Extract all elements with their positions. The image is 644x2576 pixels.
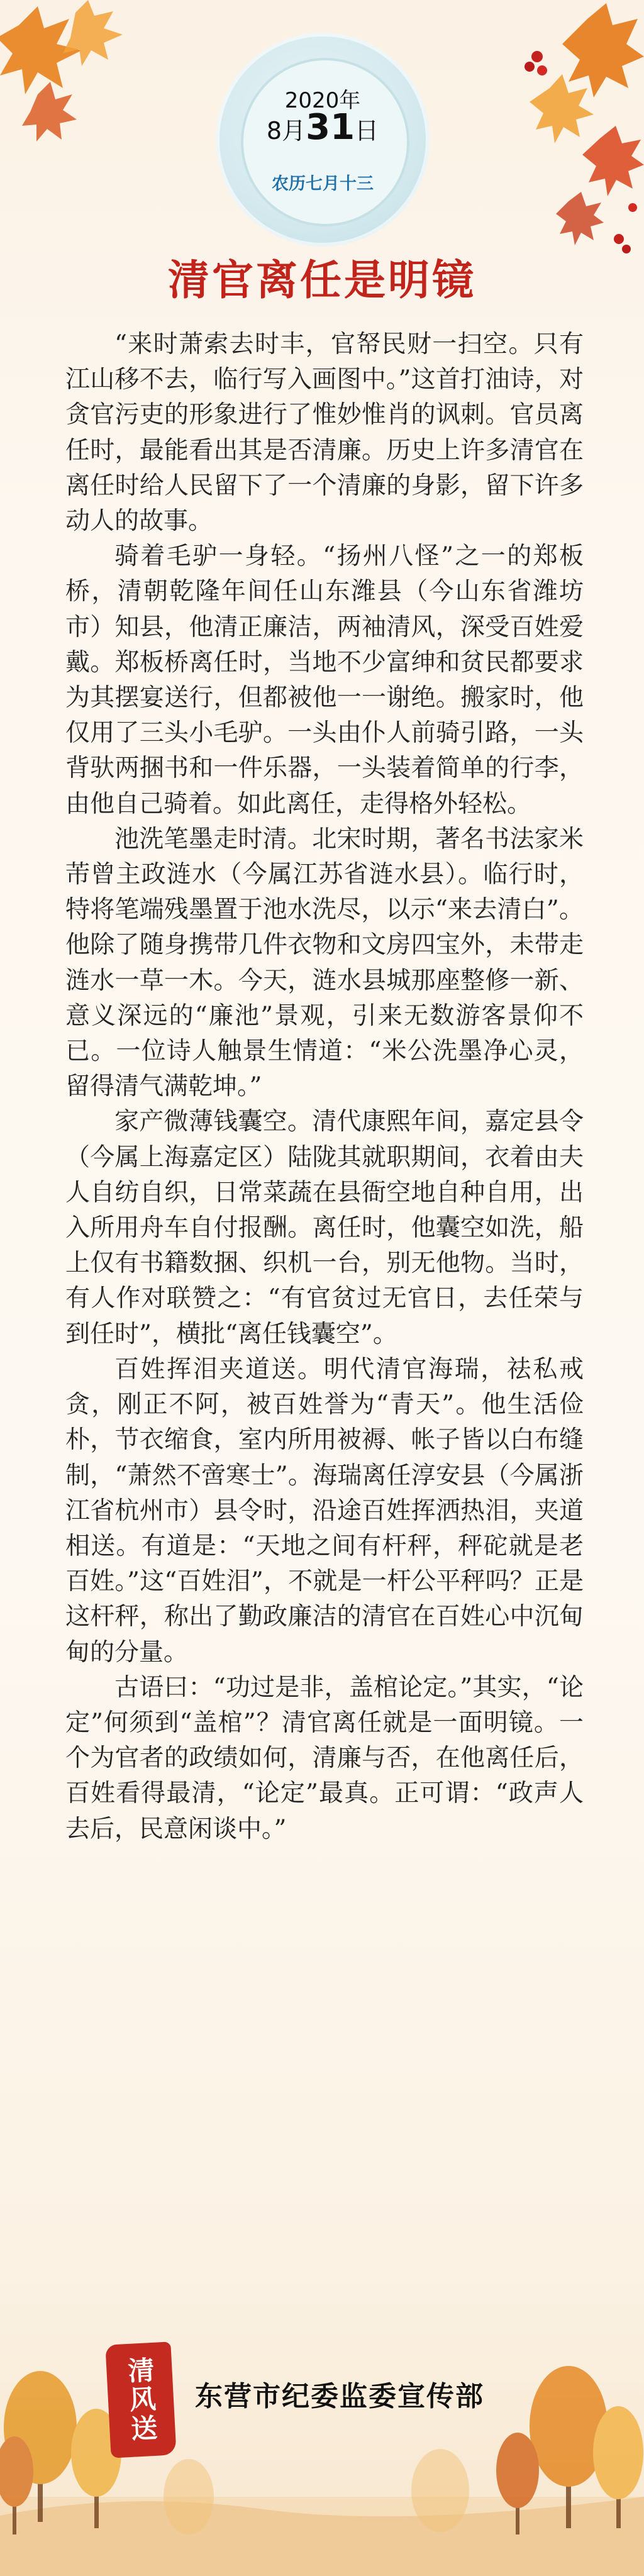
lunar-date: 农历七月十三 — [272, 174, 374, 194]
date-month: 8月 — [266, 117, 306, 145]
date-year: 2020年 — [284, 88, 361, 113]
date-day-number: 31 — [306, 107, 355, 148]
page-title: 清官离任是明镜 — [168, 256, 476, 304]
maple-leaves-icon — [493, 0, 644, 289]
footer-organization: 东营市纪委监委宣传部 — [195, 2380, 484, 2412]
date-badge — [216, 33, 430, 247]
seal-logo: 清风送 — [105, 2341, 176, 2458]
date-day-suffix: 日 — [355, 117, 379, 145]
paragraph-hai-rui: 百姓挥泪夹道送。明代清官海瑞，祛私戒贪，刚正不阿，被百姓誉为“青天”。他生活俭朴，节衣缩食，室内所用被褥、帐子皆以白布缝制，“萧然不啻寒士”。海瑞离任淳安县（今属浙江省杭州市）县令时，沿途百姓挥洒热泪，夹道相送。有道是：“天地之间有杆秤，秤砣就是老百姓。”这“百姓泪”，不就是一杆公平秤吗？正是这杆秤，称出了勤政廉洁的清官在百姓心中沉甸甸的分量。 — [65, 1355, 584, 1667]
paragraph-conclusion: 古语曰：“功过是非，盖棺论定。”其实，“论定”何须到“盖棺”？清官离任就是一面明镜。一个为官者的政绩如何，清廉与否，在他离任后，百姓看得最清，“论定”最真。正可谓：“政声人去后，民意闲谈中。” — [65, 1673, 584, 1843]
date-month-day — [216, 107, 430, 148]
paragraph-mi-fu: 池洗笔墨走时清。北宋时期，著名书法家米芾曾主政涟水（今属江苏省涟水县）。临行时，特将笔端残墨置于池水洗尽，以示“来去清白”。他除了随身携带几件衣物和文房四宝外，未带走涟水一草一木。今天，涟水县城那座整修一新、意义深远的“廉池”景观，引来无数游客景仰不已。一位诗人触景生情道：“米公洗墨净心灵，留得清气满乾坤。” — [65, 824, 584, 1101]
paragraph-intro: “来时萧索去时丰，官帑民财一扫空。只有江山移不去，临行写入画图中。”这首打油诗，对贪官污吏的形象进行了惟妙惟肖的讽刺。官员离任时，最能看出其是否清廉。历史上许多清官在离任时给人民留下了一个清廉的身影，留下许多动人的故事。 — [65, 330, 584, 536]
paragraph-lu-longqi: 家产微薄钱囊空。清代康熙年间，嘉定县令（今属上海嘉定区）陆陇其就职期间，衣着由夫人自纺自织，日常菜蔬在县衙空地自种自用，出入所用舟车自付报酬。离任时，他囊空如洗，船上仅有书籍数捆、织机一台，别无他物。当时，有人作对联赞之：“有官贫过无官日，去任荣与到任时”，横批“离任钱囊空”。 — [65, 1108, 584, 1348]
footer — [108, 2337, 548, 2469]
maple-leaves-icon — [0, 0, 138, 145]
paragraph-zheng-banqiao: 骑着毛驴一身轻。“扬州八怪”之一的郑板桥，清朝乾隆年间任山东潍县（今山东省潍坊市）知县，他清正廉洁，两袖清风，深受百姓爱戴。郑板桥离任时，当地不少富绅和贫民都要求为其摆宴送行，但都被他一一谢绝。搬家时，他仅用了三头小毛驴。一头由仆人前骑引路，一头背驮两捆书和一件乐器，一头装着简单的行李，由他自己骑着。如此离任，走得格外轻松。 — [65, 542, 584, 818]
article-body — [65, 327, 584, 1847]
